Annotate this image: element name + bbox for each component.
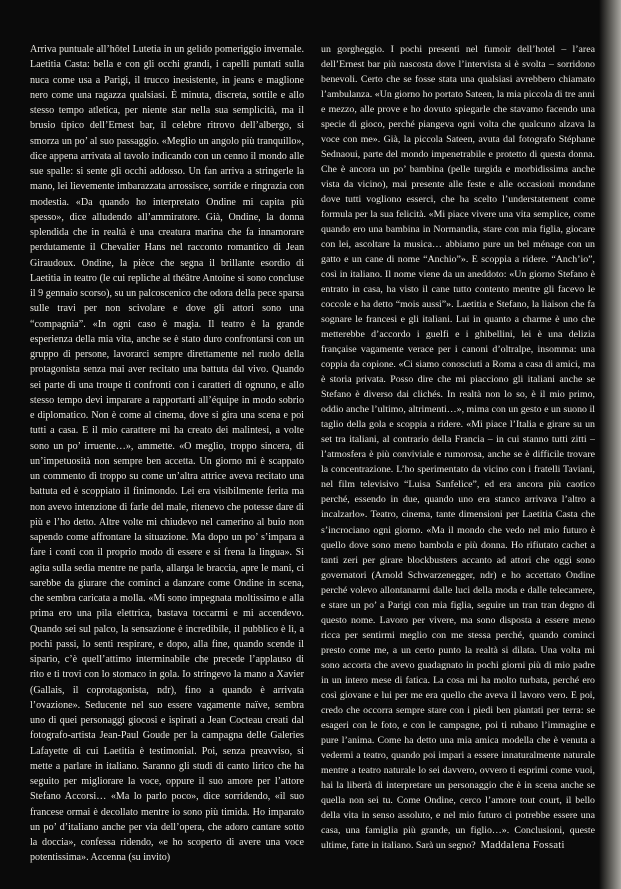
article-column-right	[321, 42, 595, 853]
article-text-right-body: un gorgheggio. I pochi presenti nel fumoir dell’hotel – l’area dell’Ernest bar più nascosta dove l’intervista si è svolta – sorridono benevoli. Certo che se fosse stata una qualsiasi avrebbero chiamato l’ambulanza. «Un giorno ho portato Sateen, la mia piccola di tre anni e mezzo, alle prove e ho dovuto spiegarle che stavamo facendo una specie di gioco, perché piangeva ogni volta che qualcuno alzava la voce con me». Già, la piccola Sateen, avuta dal fotografo Stéphane Sednaoui, parte del mondo impenetrabile e protetto di questa donna. Che è ancora un po’ bambina (pelle turgida e morbidissima anche vista da vicino), mai presente alle feste e alle occasioni mondane dove tutti vogliono esserci, che ha scelto l’understatement come formula per la sua felicità. «Mi piace vivere una vita semplice, come quando ero una bambina in Normandia, stare con mia figlia, giocare con lei, ascoltare la musica… abbiamo pure un bel ménage con un gatto e un cane di nome “Anchio”». E scoppia a ridere. “Anch’io”, così in italiano. Il nome viene da un aneddoto: «Un giorno Stefano è entrato in casa, ha visto il cane tutto contento mentre gli facevo le coccole e ha detto “mois aussi”». Laetitia e Stefano, la liaison che fa sognare le francesi e gli italiani. Lui in quanto a charme è uno che metterebbe d’accordo i guelfi e i ghibellini, lei è una delizia française vagamente verace per i canoni d’oltralpe, insomma: una coppia da copione. «Ci siamo conosciuti a Roma a casa di amici, ma è storia privata. Posso dire che mi piacciono gli italiani anche se Stefano è diverso dai clichés. In realtà non lo so, è il mio primo, oddio anche l’ultimo, altrimenti…», mima con un gesto e un suono il taglio della gola e scoppia a ridere. «Mi piace l’Italia e girare su un set tra italiani, al contrario della Francia – in cui stanno tutti zitti – l’atmosfera è più conviviale e rumorosa, anche se è difficile trovare la concentrazione. L’ho sperimentato da vicino con i fratelli Taviani, nel film televisivo “Luisa Sanfelice”, ed era ancora più caotico perché, essendo in due, quando uno era stanco arrivava l’altro a incalzarlo». Teatro, cinema, tante dimensioni per Laetitia Casta che s’incrociano ogni giorno. «Ma il mondo che vedo nel mio futuro è quello dove sono meno bambola e più donna. Ho rifiutato cachet a tanti zeri per girare blockbusters accanto ad attori che oggi sono governatori (Arnold Schwarzenegger, ndr) e ho accettato Ondine perché volevo allontanarmi dalle luci della moda e dalle telecamere, e stare un po’ a Parigi con mia figlia, seguire un tran tran degno di questo nome. Lavoro per vivere, ma sono disposta a essere meno ricca per sentirmi meglio con me stessa perché, quando cominci presto come me, a un certo punto la realtà si dilata. Una volta mi sono accorta che avevo guadagnato in pochi giorni più di mio padre in un intero mese di fatica. La cosa mi ha molto turbata, perché ero così giovane e lui per me era quello che aveva il lavoro vero. E poi, credo che occorra sempre stare con i piedi ben piantati per terra: se esageri con le foto, e con le campagne, poi ti rubano l’immagine e pure l’anima. Come ha detto una mia amica modella che è venuta a vedermi a teatro, quando poi impari a essere innaturalmente naturale mentre a teatro naturale lo sei davvero, ovvero ti esprimi come vuoi, hai la libertà di interpretare un personaggio che è in scena anche se quella non sei tu. Come Ondine, cerco l’amore tout court, il bello della vita in senso assoluto, e nel mio futuro ci potrebbe essere una casa, una famiglia più grande, un figlio…». Conclusioni, queste ultime, fatte in italiano. Sarà un segno?	[321, 44, 595, 851]
article-text-left: Arriva puntuale all’hôtel Lutetia in un gelido pomeriggio invernale. Laetitia Casta: bella e con gli occhi grandi, i capelli puntati sulla nuca come usa a Parigi, il trucco inesistente, in jeans e maglione nero come una ragazza qualsiasi. È minuta, discreta, sottile e allo stesso tempo atletica, per niente star nella sua semplicità, ma il brusio tipico dell’Ernest bar, il celebre ritrovo dell’albergo, si smorza un po’ al suo passaggio. «Meglio un angolo più tranquillo», dice appena arrivata al tavolo indicando con un cenno il mondo alle sue spalle: si sente gli occhi addosso. Un fan arriva a stringerle la mano, lei lievemente imbarazzata arrossisce, sorride e ringrazia con modestia. «Da quando ho interpretato Ondine mi capita più spesso», dice alludendo all’ammiratore. Già, Ondine, la donna splendida che in realtà è una creatura marina che fa innamorare perdutamente il Chevalier Hans nel racconto romantico di Jean Giraudoux. Ondine, la pièce che segna il brillante esordio di Laetitia in teatro (le cui repliche al théâtre Antoine si sono concluse il 9 gennaio scorso), su un palcoscenico che odora della pece sparsa sulle travi per non scivolare e dove gli attori sono una “compagnia”. «In ogni caso è magia. Il teatro è la grande esperienza della mia vita, anche se è stato duro confrontarsi con un gruppo di persone, lavorarci sempre direttamente nel ruolo della protagonista senza mai aver recitato una battuta dal vivo. Quando sei parte di una troupe ti confronti con i caratteri di ognuno, e allo stesso tempo devi imparare a rapportarti all’équipe in modo sobrio e diplomatico. Non è come al cinema, dove si gira una scena e poi tutti a casa. E il mio carattere mi ha creato dei malintesi, a volte sono un po’ irruente…», ammette. «O meglio, troppo sincera, di un’impetuosità non sempre ben accetta. Un giorno mi è scappato un commento di troppo su come un’altra attrice aveva recitato una battuta ed è scoppiato il finimondo. Lei era visibilmente ferita ma non avevo intenzione di farle del male, ritenevo che potesse dare di più e l’ho detto. Altre volte mi chiudevo nel camerino al buio non sapendo come affrontare la situazione. Ma dopo un po’ s’impara a fare i conti con il proprio modo di essere e si frena la lingua». Si agita sulla sedia mentre ne parla, allarga le braccia, apre le mani, ci sarebbe da giurare che cominci a danzare come Ondine in scena, che sembra caricata a molla. «Mi sono impegnata moltissimo e alla prima ero una pila elettrica, bastava toccarmi e mi accendevo. Quando sei sul palco, la sensazione è incredibile, il pubblico è lì, a pochi passi, lo senti respirare, e dopo, alla fine, quando scende il sipario, c’è quell’attimo interminabile che precede l’applauso di rito e ti trovi con lo stomaco in gola. Io stringevo la mano a Xavier (Gallais, il coprotagonista, ndr), fino a quando è arrivata l’ovazione». Seducente nel suo essere vagamente naïve, sembra uno di quei personaggi giocosi e ispirati a Jean Cocteau creati dal fotografo-artista Jean-Paul Goude per la campagna delle Galeries Lafayette di cui Laetitia è testimonial. Poi, senza preavviso, si mette a parlare in italiano. Saranno gli studi di canto lirico che ha seguito per migliorare la voce, oppure il suo amore per l’attore Stefano Accorsi… «Ma lo parlo poco», dice sorridendo, «il suo francese ormai è decollato mentre io sono più timida. Ho imparato un po’ d’italiano anche per via dell’opera, che adoro cantare sotto la doccia», confessa ridendo, «e ho scoperto di avere una voce potentissima». Accenna (su invito)	[30, 44, 304, 864]
author-signature: Maddalena Fossati	[480, 839, 565, 851]
article-text-right	[321, 42, 595, 853]
article-column-left	[30, 42, 304, 866]
